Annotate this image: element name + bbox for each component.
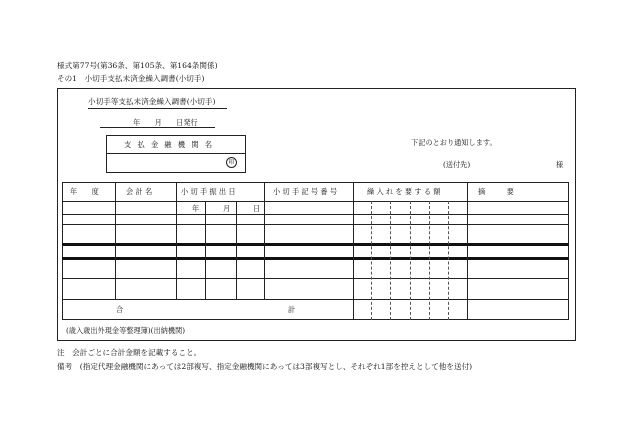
remark-text: 備考 (指定代理金融機関にあっては2部複写、指定金融機関にあっては3部複写とし、それぞれ1部を控えとして他を送付) xyxy=(57,362,473,371)
paying-bank-divider xyxy=(106,153,246,154)
header-check-issue-date: 小 切 手 振 出 日 xyxy=(181,187,236,196)
table-row-line-1 xyxy=(62,224,569,225)
table-date-line xyxy=(62,214,569,215)
form-footer: (歳入歳出外現金等整理簿)(出納機関) xyxy=(66,326,186,335)
total-label-right: 計 xyxy=(288,305,296,314)
amount-digit-line-5 xyxy=(448,201,449,320)
note-text: 注 会計ごとに合計金額を記載すること。 xyxy=(57,348,202,357)
col-line-2 xyxy=(176,182,177,299)
notice-text: 下記のとおり通知します。 xyxy=(411,138,497,147)
col-line-3a xyxy=(205,201,206,299)
date-unit-month: 月 xyxy=(223,204,231,213)
table-row-line-2 xyxy=(62,278,569,279)
header-account-name: 会 計 名 xyxy=(126,187,153,196)
date-unit-year: 年 xyxy=(192,204,200,213)
col-line-6 xyxy=(467,182,468,320)
header-remarks: 摘 要 xyxy=(478,187,514,196)
form-number: 様式第77号(第36条、第105条、第164条関係) xyxy=(57,61,218,70)
amount-digit-line-2 xyxy=(390,201,391,320)
recipient-label: (送付先) xyxy=(443,160,471,169)
col-line-3b xyxy=(236,201,237,299)
col-line-1 xyxy=(115,182,116,299)
header-amount: 繰 入 れ を 要 す る 額 xyxy=(367,187,441,196)
form-title: 小切手等支払未済金繰入調書(小切手) xyxy=(88,97,227,109)
table-break-top xyxy=(62,243,569,246)
amount-digit-line-4 xyxy=(429,201,430,320)
header-check-number: 小 切 手 記 号 番 号 xyxy=(273,187,338,196)
col-line-4 xyxy=(264,182,265,299)
date-unit-day: 日 xyxy=(253,204,261,213)
form-part-title: その1 小切手支払未済金繰入調書(小切手) xyxy=(57,74,205,83)
issue-date: 年 月 日発行 xyxy=(133,118,198,127)
honorific: 様 xyxy=(556,160,564,169)
total-label-left: 合 xyxy=(116,305,124,314)
amount-digit-line-3 xyxy=(410,201,411,320)
table-header-line xyxy=(62,201,569,202)
issue-date-line xyxy=(100,127,215,128)
paying-bank-label: 支 払 金 融 機 関 名 xyxy=(124,140,215,149)
table-break-bottom xyxy=(62,257,569,260)
amount-digit-line-1 xyxy=(371,201,372,320)
table-total-line xyxy=(62,299,569,300)
col-line-5 xyxy=(353,182,354,320)
header-fiscal-year: 年 度 xyxy=(70,187,99,196)
seal-mark: 印 xyxy=(226,157,237,168)
